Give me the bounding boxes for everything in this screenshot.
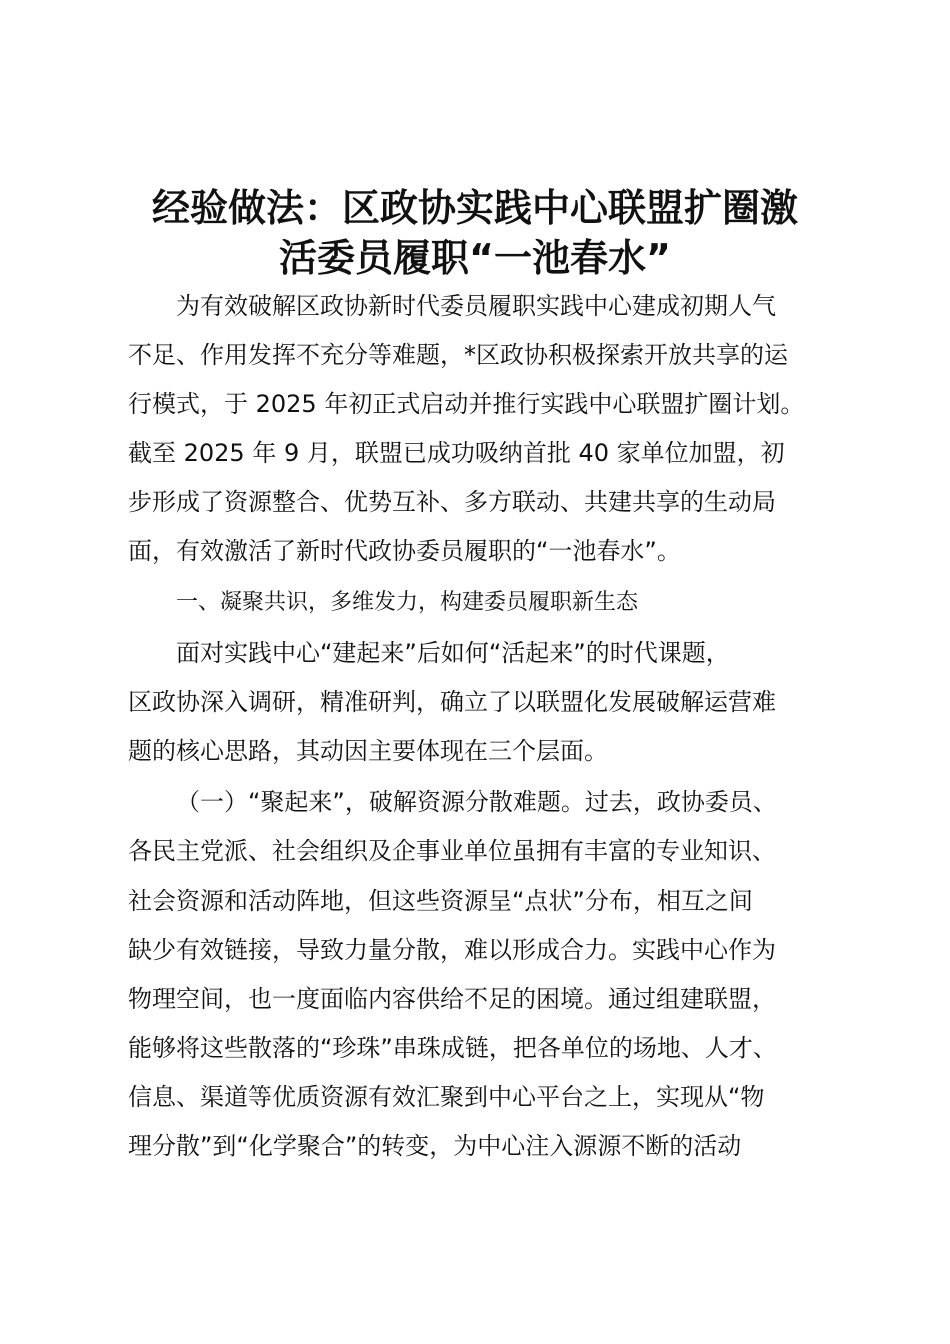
document-title-line-2: 活委员履职“一池春水” (279, 236, 671, 280)
paragraph-line: （一）“聚起来”，破解资源分散难题。过去，政协委员、 (176, 788, 777, 816)
paragraph-line: 不足、作用发挥不充分等难题，*区政协积极探索开放共享的运 (128, 341, 788, 369)
paragraph-line: 行模式，于 2025 年初正式启动并推行实践中心联盟扩圈计划。 (128, 390, 805, 418)
document-title-line-1: 经验做法：区政协实践中心联盟扩圈激 (151, 186, 798, 230)
paragraph-line: 各民主党派、社会组织及企事业单位虽拥有丰富的专业知识、 (128, 837, 776, 865)
paragraph-line: 为有效破解区政协新时代委员履职实践中心建成初期人气 (176, 292, 776, 320)
section-heading: 一、凝聚共识，多维发力，构建委员履职新生态 (176, 590, 639, 615)
paragraph-line: 能够将这些散落的“珍珠”串珠成链，把各单位的场地、人才、 (128, 1034, 777, 1062)
paragraph-line: 物理空间，也一度面临内容供给不足的困境。通过组建联盟， (128, 985, 776, 1013)
paragraph-line: 面，有效激活了新时代政协委员履职的“一池春水”。 (128, 537, 681, 565)
paragraph-line: 面对实践中心“建起来”后如何“活起来”的时代课题， (176, 639, 730, 667)
paragraph-line: 截至 2025 年 9 月，联盟已成功吸纳首批 40 家单位加盟，初 (128, 439, 785, 467)
paragraph-line: 理分散”到“化学聚合”的转变，为中心注入源源不断的活动 (128, 1132, 742, 1160)
paragraph-line: 题的核心思路，其动因主要体现在三个层面。 (128, 737, 608, 765)
paragraph-line: 步形成了资源整合、优势互补、多方联动、共建共享的生动局 (128, 488, 776, 516)
paragraph-line: 社会资源和活动阵地，但这些资源呈“点状”分布，相互之间 (128, 887, 753, 915)
paragraph-line: 区政协深入调研，精准研判，确立了以联盟化发展破解运营难 (128, 688, 776, 716)
paragraph-line: 缺少有效链接，导致力量分散，难以形成合力。实践中心作为 (128, 936, 776, 964)
paragraph-line: 信息、渠道等优质资源有效汇聚到中心平台之上，实现从“物 (128, 1083, 765, 1111)
